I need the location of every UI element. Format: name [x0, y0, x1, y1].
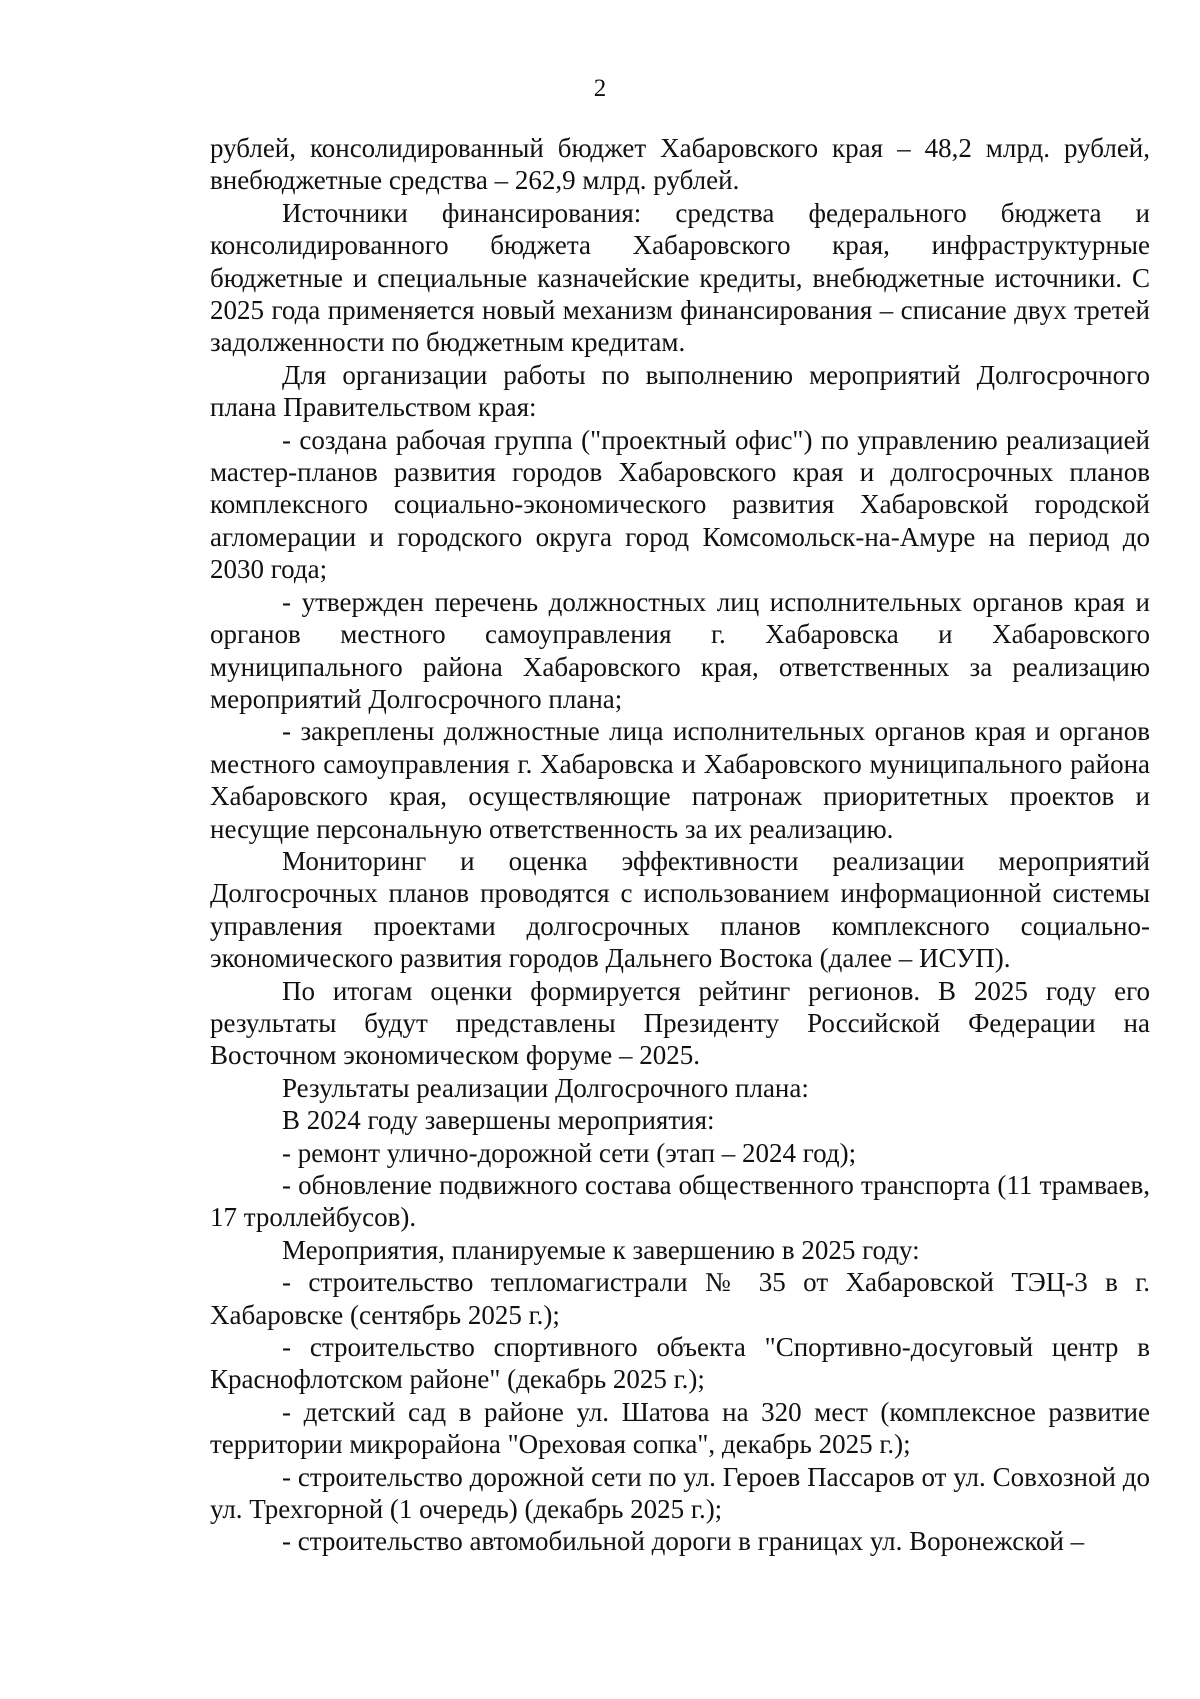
list-item-highway: - строительство автомобильной дороги в границах ул. Воронежской –	[282, 1526, 1085, 1557]
list-item-heat-main: - строительство тепломагистрали № 35 от Хабаровской ТЭЦ-3 в г. Хабаровске (сентябрь 2025 г.);	[210, 1267, 1150, 1330]
list-item-road-repair: - ремонт улично-дорожной сети (этап – 2024 год);	[282, 1137, 857, 1168]
paragraph-organization-intro: Для организации работы по выполнению мероприятий Долгосрочного плана Правительством края:	[210, 359, 1150, 423]
paragraph-funding-sources: Источники финансирования: средства федерального бюджета и консолидированного бюджета Хабаровского края, инфраструктурные бюджетные и специальные казначейские кредиты, внебюджетные источники. С 2025 года применяется новый механизм финансирования – списание двух третей задолженности по бюджетным кредитам.	[210, 197, 1150, 358]
list-item-officials-list: - утвержден перечень должностных лиц исполнительных органов края и органов местного самоуправления г. Хабаровска и Хабаровского муниципального района Хабаровского края, ответственных за реализацию мероприятий Долгосрочного плана;	[210, 586, 1150, 714]
list-item-working-group: - создана рабочая группа ("проектный офис") по управлению реализацией мастер-планов развития городов Хабаровского края и долгосрочных планов комплексного социально-экономического развития Хабаровской городской агломерации и городского округа город Комсомольск-на-Амуре на период до 2030 года;	[210, 424, 1150, 585]
list-item-road-network: - строительство дорожной сети по ул. Героев Пассаров от ул. Совхозной до ул. Трехгорной (1 очередь) (декабрь 2025 г.);	[210, 1461, 1150, 1525]
document-body	[210, 132, 1150, 1558]
paragraph-rating: По итогам оценки формируется рейтинг регионов. В 2025 году его результаты будут представлены Президенту Российской Федерации на Восточном экономическом форуме – 2025.	[210, 975, 1150, 1071]
paragraph-results-heading: Результаты реализации Долгосрочного плана:	[282, 1072, 809, 1103]
paragraph-budget-continuation: рублей, консолидированный бюджет Хабаровского края – 48,2 млрд. рублей, внебюджетные средства – 262,9 млрд. рублей.	[210, 133, 1150, 196]
paragraph-2024-completed: В 2024 году завершены мероприятия:	[282, 1105, 715, 1136]
paragraph-2025-planned: Мероприятия, планируемые к завершению в 2025 году:	[282, 1234, 920, 1265]
list-item-assigned-officials: - закреплены должностные лица исполнительных органов края и органов местного самоуправления г. Хабаровска и Хабаровского муниципального района Хабаровского края, осуществляющие патронаж приоритетных проектов и несущие персональную ответственность за их реализацию.	[210, 716, 1150, 844]
list-item-sports-center: - строительство спортивного объекта "Спортивно-досуговый центр в Краснофлотском районе" (декабрь 2025 г.);	[210, 1332, 1150, 1395]
paragraph-monitoring: Мониторинг и оценка эффективности реализации мероприятий Долгосрочных планов проводятся с использованием информационной системы управления проектами долгосрочных планов комплексного социально-экономического развития городов Дальнего Востока (далее – ИСУП).	[210, 845, 1150, 974]
page-number: 2	[593, 75, 607, 102]
list-item-transport-update: - обновление подвижного состава общественного транспорта (11 трамваев, 17 троллейбусов).	[210, 1170, 1150, 1233]
list-item-kindergarten: - детский сад в районе ул. Шатова на 320 мест (комплексное развитие территории микрорайона "Ореховая сопка", декабрь 2025 г.);	[210, 1396, 1150, 1460]
